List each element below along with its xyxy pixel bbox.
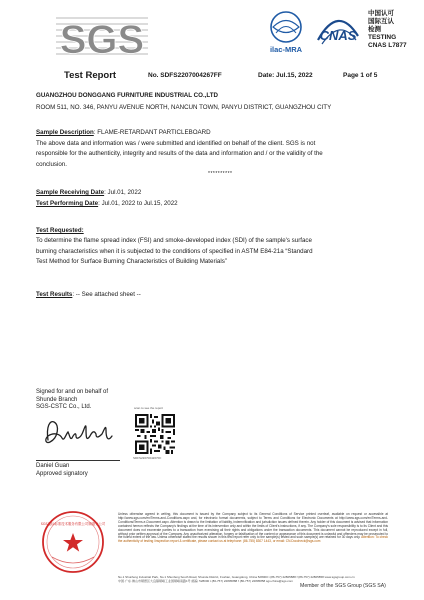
cnas-logo — [314, 10, 362, 54]
signatory-org-line: SGS-CSTC Co., Ltd. — [36, 404, 92, 411]
qr-report-code: SDFS2207004267FF — [133, 456, 162, 460]
test-requested-label: Test Requested: — [36, 227, 84, 234]
accred-line: 国际互认 — [368, 18, 394, 25]
test-requested-line: Test Method for Surface Burning Characteristics of Building Materials” — [36, 258, 227, 266]
sample-description-value: FLAME-RETARDANT PARTICLEBOARD — [97, 129, 211, 136]
qr-caption: scan to see the report — [134, 406, 164, 410]
sample-description: Sample Description: FLAME-RETARDANT PARTICLEBOARD — [36, 129, 211, 136]
sample-disclaimer — [36, 139, 392, 170]
signatory-name: Daniel Guan — [36, 463, 70, 469]
legal-disclaimer — [118, 513, 388, 544]
signatory-org-line: Signed for and on behalf of — [36, 389, 109, 395]
test-performing-date: Test Performing Date: Jul.01, 2022 to Jul.15, 2022 — [36, 200, 178, 207]
ilac-mra-logo — [262, 8, 310, 58]
test-requested-section — [36, 226, 392, 268]
accred-line: CNAS L7877 — [368, 42, 407, 49]
report-number: No. SDFS2207004267FF — [148, 72, 222, 79]
test-results-label: Test Results — [36, 291, 73, 298]
sample-disclaimer-line: responsible for the authenticity, integrity and results of the data and information and / or the validity of the — [36, 150, 323, 158]
page-indicator: Page 1 of 5 — [343, 72, 378, 79]
test-results — [36, 290, 392, 300]
company-seal-stamp — [40, 509, 106, 575]
sample-disclaimer-line: conclusion. — [36, 160, 67, 168]
receiving-date-label: Sample Receiving Date — [36, 189, 105, 196]
receiving-date-value: Jul.01, 2022 — [107, 189, 142, 196]
authenticity-attention: Attention: To check the authenticity of testing /inspection report & certificate, please contact us at telephone: (86-755) 8307 1443, or email: CN.Doccheck@sgs.com — [118, 535, 388, 544]
seal-text: SGS通标标准技术服务有限公司顺德分公司 — [40, 522, 106, 526]
report-title: Test Report — [64, 70, 117, 81]
signatory-org — [36, 389, 108, 412]
test-requested-line: To determine the flame spread index (FSI) and smoke-developed index (SDI) of the sample's surface — [36, 237, 312, 245]
performing-date-label: Test Performing Date — [36, 200, 99, 207]
signatory-name-block — [36, 463, 88, 478]
report-date: Date: Jul.15, 2022 — [258, 72, 313, 79]
signature-line — [36, 460, 120, 461]
sample-receiving-date: Sample Receiving Date: Jul.01, 2022 — [36, 189, 142, 196]
accred-line: 检测 — [368, 26, 381, 33]
ilac-label: ilac-MRA — [269, 45, 303, 54]
qr-code-icon[interactable] — [135, 414, 175, 454]
test-results-value: : -- See attached sheet -- — [72, 291, 141, 298]
sample-disclaimer-line: The above data and information was / were submitted and identified on behalf of the client. SGS is not — [36, 140, 316, 147]
sgs-logo-text: SGS — [59, 18, 145, 62]
signatory-org-line: Shunde Branch — [36, 396, 78, 403]
signatory-title: Approved signatory — [36, 470, 88, 477]
accreditation-text — [368, 10, 407, 50]
office-address-en: No.1 Shunfeng Industrial Park, No.1 Shunfeng South Road, Shunde District, Foshan, Guangdong, China 528000 t (86-757) 22805888 f (86-757) 22805858 www.sgsgroup.com.cn — [118, 575, 355, 579]
client-address: ROOM 511, NO. 346, PANYU AVENUE NORTH, NANCUN TOWN, PANYU DISTRICT, GUANGZHOU CITY — [36, 104, 332, 111]
client-company: GUANGZHOU DONGGANG FURNITURE INDUSTRIAL CO.,LTD — [36, 92, 218, 99]
test-requested-line: burning characteristics when it is subjected to the conditions of specified in ASTM E84-21a “Standard — [36, 247, 313, 255]
separator-stars: ********** — [208, 171, 233, 177]
office-address-cn: 中国·广东·佛山市顺德区大良镇顺峰工业园顺峰南路1号 邮编: 528000 t (86-757) 22805888 f (86-757) 22805858 sgs.china@sgs.com — [118, 579, 293, 583]
performing-date-value: Jul.01, 2022 to Jul.15, 2022 — [101, 200, 178, 207]
member-statement: Member of the SGS Group (SGS SA) — [300, 583, 386, 589]
handwritten-signature — [40, 414, 116, 450]
accred-line: 中国认可 — [368, 10, 394, 17]
sample-description-label: Sample Description — [36, 129, 94, 136]
legal-disclaimer-text: Unless otherwise agreed in writing, this document is issued by the Company subject to its General Conditions of Service printed overleaf, available on request or accessible at http://www.sgs.com/en/Terms-and-Conditions.aspx and, for electronic format documents, subject to Terms and Conditions for Electronic Documents at http://www.sgs.com/en/Terms-and-Conditions/Terms-e-Document.aspx. Attention is drawn to the limitation of liability, indemnification and jurisdiction issues defined therein. Any holder of this document is advised that information contained hereon reflects the Company's findings at the time of its intervention only and within the limits of Client's instructions, if any. The Company's sole responsibility is to its Client and this document does not exonerate parties to a transaction from exercising all their rights and obligations under the transaction documents. This document cannot be reproduced except in full, without prior written approval of the Company. Any unauthorized alteration, forgery or falsification of the content or appearance of this document is unlawful and offenders may be prosecuted to the fullest extent of the law. Unless otherwise stated the results shown in this test report refer only to the sample(s) tested and such sample(s) are retained for 30 days only. — [118, 512, 388, 540]
accred-line: TESTING — [368, 34, 397, 41]
cnas-label: CNAS — [319, 28, 357, 43]
sgs-logo — [54, 12, 150, 62]
